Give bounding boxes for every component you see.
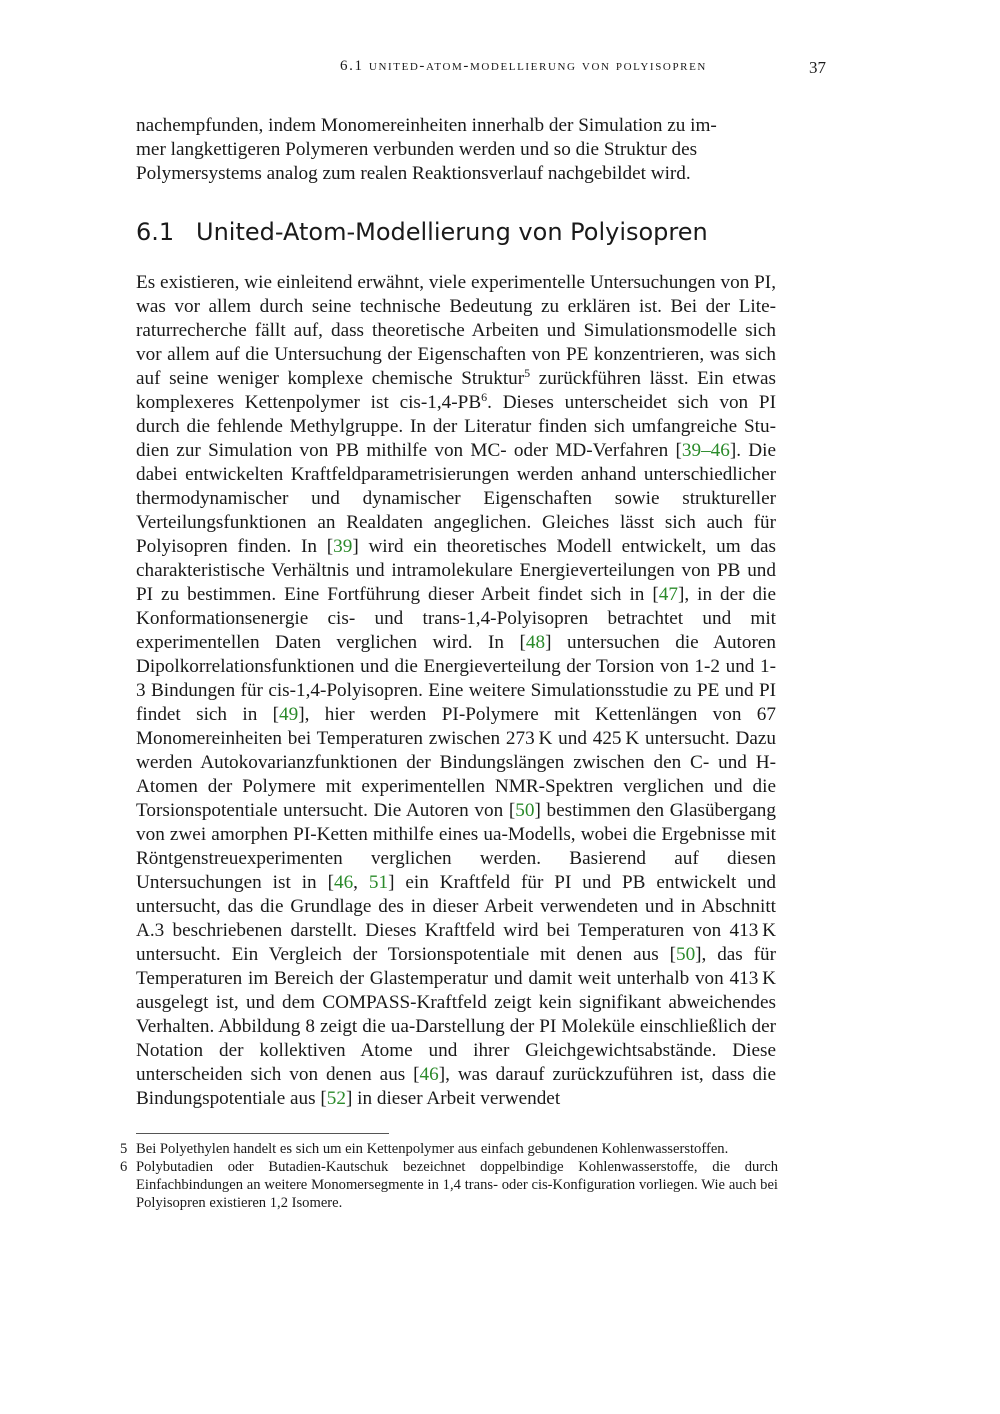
section-title: United-Atom-Modellierung von Polyisopren — [196, 218, 708, 246]
text-run: ] untersuchen die Autoren Dipolkorrelationsfunktionen und die Energieverteilung der Torsion von 1-2 und 1-3 Bindungen für cis-1,4-Polyisopren. Eine weitere Simulationsstudie zu PE und PI findet sich in [ — [136, 632, 776, 725]
footnote-ref-6[interactable]: 6 — [481, 390, 488, 404]
citation-link[interactable]: 46 — [333, 872, 354, 893]
text-run: ], das für Temperaturen im Bereich der Glastemperatur und damit weit unterhalb von 413 K ausgelegt ist, und dem COMPASS-Kraftfeld zeigt kein signifikant abweichendes Verhalten. Abbildung 8 zeigt die ua-Darstellung der PI Moleküle einschließlich der Notation der kollektiven Atome und ihrer Gleichgewichtsabstände. Diese unterscheiden sich von denen aus [ — [136, 944, 776, 1085]
intro-line: nachempfunden, indem Monomereinheiten innerhalb der Simulation zu im- — [136, 115, 717, 136]
intro-line: mer langkettigeren Polymeren verbunden werden und so die Struktur des — [136, 139, 698, 160]
citation-link[interactable]: 46 — [419, 1064, 439, 1085]
citation-link[interactable]: 49 — [279, 704, 299, 725]
text-run: ]. Die dabei entwickelten Kraftfeldparametrisierungen werden anhand unterschiedlicher thermodynamischer und dynamischer Eigenschaften sowie struktureller Verteilungsfunktionen an Realdaten angeglichen. Gleiches lässt sich auch für Polyisopren finden. In [ — [136, 440, 777, 557]
citation-link[interactable]: 50 — [675, 944, 696, 965]
text-run: ] ein Kraftfeld für PI und PB entwickelt und untersucht, das die Grundlage des in dieser Arbeit verwendeten und in Abschnitt A.3 beschriebenen darstellt. Dieses Kraftfeld wird bei Temperaturen von 413 K untersucht. Ein Vergleich der Torsionspotentiale mit denen aus [ — [136, 872, 777, 965]
text-run: Es existieren, wie einleitend erwähnt, viele experimentelle Untersuchungen von PI, was vor allem durch seine technische Bedeutung zu erklären ist. Bei der Literaturrecherche fällt auf, dass theoretische Arbeiten und Simulationsmodelle sich vor allem auf die Untersuchung der Eigenschaften von PE konzentrieren, was sich auf seine weniger komplexe chemische Struktur — [136, 272, 776, 389]
section-number: 6.1 — [136, 218, 175, 246]
text-run: ], was darauf zurückzuführen ist, dass die Bindungspotentiale aus [ — [136, 1064, 776, 1109]
footnote-text: Polybutadien oder Butadien-Kautschuk bezeichnet doppelbindige Kohlenwasserstoffe, die durch Einfachbindungen an weitere Monomersegmente in 1,4 trans- oder cis-Konfiguration vorliegen. Wie auch bei Polyisopren existieren 1,2 Isomere. — [136, 1159, 778, 1211]
intro-paragraph — [136, 114, 776, 186]
citation-link[interactable]: 47 — [658, 584, 678, 605]
running-head-title: 6.1 united-atom-modellierung von polyisopren — [340, 58, 707, 74]
text-run: ], in der die Konformationsenergie cis- und trans-1,4-Polyisopren betrachtet und mit experimentellen Daten verglichen wird. In [ — [136, 584, 776, 653]
footnote-divider — [136, 1133, 389, 1134]
citation-link[interactable]: 51 — [368, 872, 389, 893]
citation-link[interactable]: 50 — [515, 800, 535, 821]
text-run: ] in dieser Arbeit verwendet — [345, 1088, 561, 1109]
footnote-number: 5 — [120, 1141, 128, 1157]
text-run: , — [353, 872, 369, 893]
footnote-ref-5[interactable]: 5 — [524, 366, 531, 380]
page-number: 37 — [809, 58, 826, 77]
citation-link[interactable]: 39–46 — [681, 440, 730, 461]
footnote — [120, 1158, 778, 1212]
text-run: ] bestimmen den Glasübergang von zwei amorphen PI-Ketten mithilfe eines ua-Modells, wobei die Ergebnisse mit Röntgenstreuexperimenten verglichen werden. Basierend auf diesen Untersuchungen ist in [ — [136, 800, 776, 893]
main-paragraph — [136, 271, 776, 1111]
footnote — [120, 1140, 778, 1158]
footnote-text: Bei Polyethylen handelt es sich um ein Kettenpolymer aus einfach gebundenen Kohlenwasserstoffen. — [136, 1141, 729, 1157]
text-run: zurückführen lässt. Ein etwas komplexeres Kettenpolymer ist cis-1,4-PB — [136, 368, 776, 413]
text-run: . Dieses unterscheidet sich von PI durch die fehlende Methylgruppe. In der Literatur finden sich umfangreiche Studien zur Simulation von PB mithilfe von MC- oder MD-Verfahren [ — [136, 392, 776, 461]
footnote-number: 6 — [120, 1159, 128, 1175]
footnotes — [120, 1140, 778, 1212]
section-heading — [136, 218, 776, 246]
intro-line: Polymersystems analog zum realen Reaktionsverlauf nachgebildet wird. — [136, 163, 691, 184]
citation-link[interactable]: 52 — [326, 1088, 346, 1109]
text-run: ], hier werden PI-Polymere mit Kettenlängen von 67 Monomereinheiten bei Temperaturen zwischen 273 K und 425 K untersucht. Dazu werden Autokovarianzfunktionen der Bindungslängen zwischen den C- und H-Atomen der Polymere mit experimentellen NMR-Spektren verglichen und die Torsionspotentiale untersucht. Die Autoren von [ — [136, 704, 776, 821]
text-run: ] wird ein theoretisches Modell entwickelt, um das charakteristische Verhältnis und intramolekulare Energieverteilungen von PB und PI zu bestimmen. Eine Fortführung dieser Arbeit findet sich in [ — [136, 536, 776, 605]
citation-link[interactable]: 39 — [333, 536, 353, 557]
citation-link[interactable]: 48 — [525, 632, 546, 653]
